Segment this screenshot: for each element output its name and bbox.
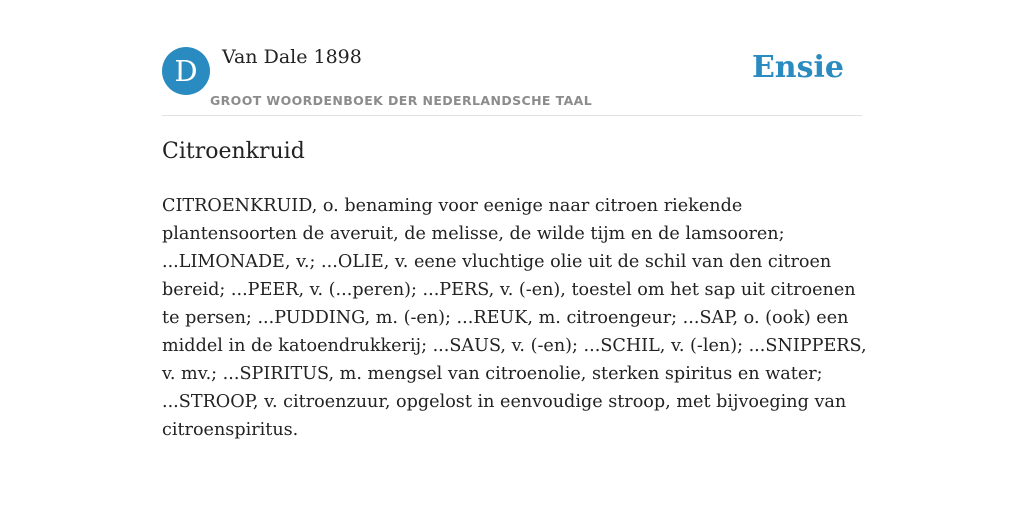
entry-definition: CITROENKRUID, o. benaming voor eenige naar citroen riekende plantensoorten de averuit, de melisse, de wilde tijm en de lamsooren; ...LIMONADE, v.; ...OLIE, v. eene vluchtige olie uit de schil van den citroen bereid; ...PEER, v. (...peren); ...PERS, v. (-en), toestel om het sap uit citroenen te persen; ...PUDDING, m. (-en); ...REUK, m. citroengeur; ...SAP, o. (ook) een middel in de katoendrukkerij; ...SAUS, v. (-en); ...SCHIL, v. (-len); ...SNIPPERS, v. mv.; ...SPIRITUS, m. mengsel van citroenolie, sterken spiritus en water; ...STROOP, v. citroenzuur, opgelost in eenvoudige stroop, met bijvoeging van citroenspiritus.: [162, 196, 867, 440]
brand-logo[interactable]: Ensie: [751, 50, 844, 85]
source-name[interactable]: Van Dale 1898: [222, 46, 362, 68]
source-subtitle: GROOT WOORDENBOEK DER NEDERLANDSCHE TAAL: [210, 93, 593, 108]
header: [162, 44, 862, 116]
entry-title: Citroenkruid: [162, 139, 305, 164]
source-logo[interactable]: D: [162, 47, 210, 95]
